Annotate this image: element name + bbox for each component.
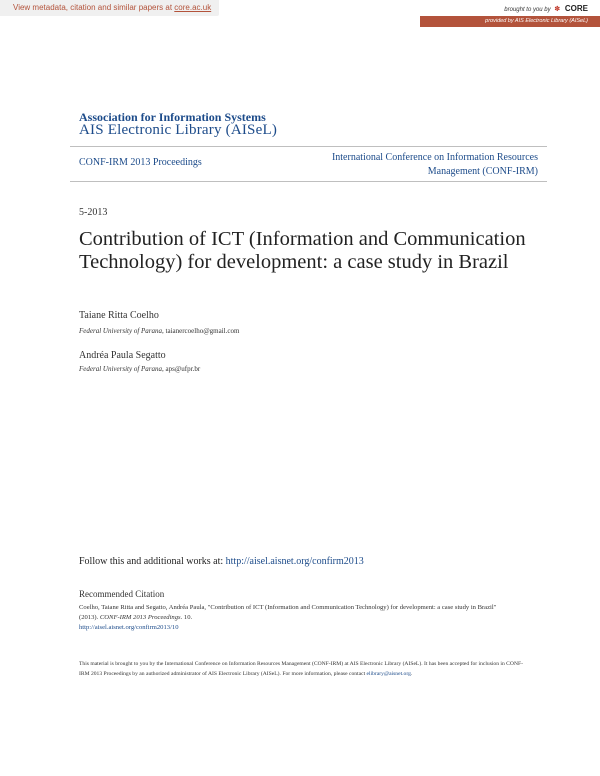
follow-line xyxy=(79,556,364,567)
author-name: Taiane Ritta Coelho xyxy=(79,310,159,321)
proceedings-link[interactable]: CONF-IRM 2013 Proceedings xyxy=(79,157,202,168)
conference-link[interactable] xyxy=(278,151,538,179)
footer-notice xyxy=(79,659,529,679)
affiliation-name: Federal University of Parana xyxy=(79,327,163,335)
core-provided-by[interactable]: provided by AIS Electronic Library (AISeL) xyxy=(420,16,600,27)
citation-number: . 10. xyxy=(180,614,193,621)
core-banner xyxy=(0,0,600,27)
publication-meta-box xyxy=(70,146,547,182)
contact-email-link[interactable]: elibrary@aisnet.org xyxy=(366,671,411,677)
association-name[interactable]: Association for Information Systems xyxy=(79,110,266,124)
recommended-citation xyxy=(79,603,509,633)
follow-text: Follow this and additional works at: xyxy=(79,556,226,567)
paper-title: Contribution of ICT (Information and Communication Technology) for development: a case study in Brazil xyxy=(79,228,526,273)
publication-date: 5-2013 xyxy=(79,207,108,218)
core-logo[interactable]: CORE xyxy=(564,4,588,13)
core-domain-link[interactable]: core.ac.uk xyxy=(174,3,212,12)
footer-text: This material is brought to you by the International Conference on Information Resources Management (CONF-IRM) at AIS Electronic Library (AISeL). It has been accepted for inclusion in CONF-IRM 2013 Proceedings by an authorized administrator of AIS Electronic Library (AISeL). For more information, please contact xyxy=(79,661,523,677)
footer-end: . xyxy=(410,671,413,677)
citation-link[interactable]: http://aisel.aisnet.org/confirm2013/10 xyxy=(79,624,179,631)
core-metadata-link[interactable] xyxy=(0,0,219,16)
conference-line-2: Management (CONF-IRM) xyxy=(427,166,538,177)
conference-line-1: International Conference on Information Resources xyxy=(331,152,538,163)
core-brought-by xyxy=(504,4,588,13)
author-affiliation: Federal University of Parana, taianercoelho@gmail.com xyxy=(79,327,240,335)
author-email: aps@ufpr.br xyxy=(165,365,201,373)
citation-journal: CONF-IRM 2013 Proceedings xyxy=(99,614,181,621)
brought-text: brought to you by xyxy=(504,7,551,13)
core-link-text: View metadata, citation and similar papers at xyxy=(13,3,175,12)
author-email: taianercoelho@gmail.com xyxy=(165,327,240,335)
author-name: Andréa Paula Segatto xyxy=(79,350,166,361)
recommended-citation-heading: Recommended Citation xyxy=(79,589,165,599)
collection-link[interactable]: http://aisel.aisnet.org/confirm2013 xyxy=(225,556,364,567)
library-name[interactable]: AIS Electronic Library (AISeL) xyxy=(79,122,278,138)
citation-text: Coelho, Taiane Ritta and Segatto, Andréa Paula, "Contribution of ICT (Information and Communication Technology) for development: a case study in Brazil" (2013). xyxy=(79,604,497,621)
author-affiliation: Federal University of Parana, aps@ufpr.br xyxy=(79,365,201,373)
core-logo-icon: ✽ xyxy=(554,6,561,13)
affiliation-name: Federal University of Parana xyxy=(79,365,163,373)
